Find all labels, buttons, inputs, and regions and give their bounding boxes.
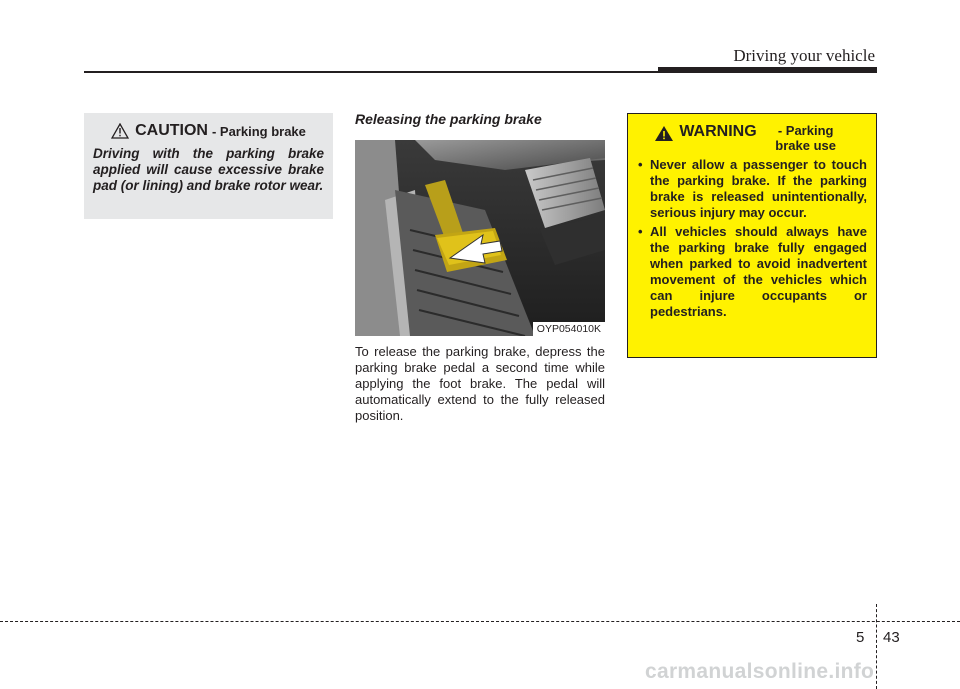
warning-item: • All vehicles should always have the parking brake fully engaged when parked to avoid inadvertent movement of the vehicles which can injure occupants or pedestrians. — [638, 224, 867, 319]
bullet-icon: • — [638, 157, 643, 172]
footer-divider — [876, 604, 877, 689]
footer-rule — [0, 621, 960, 622]
warning-label: WARNING — [679, 123, 757, 140]
caution-box — [84, 113, 333, 219]
warning-title — [638, 123, 867, 153]
bullet-icon: • — [638, 224, 643, 239]
caution-title — [93, 122, 324, 140]
parking-brake-pedal-illustration — [355, 140, 605, 336]
warning-box — [627, 113, 877, 358]
header-rule — [84, 71, 660, 73]
parking-brake-photo — [355, 140, 605, 336]
section-heading: Releasing the parking brake — [355, 111, 542, 127]
warning-item: • Never allow a passenger to touch the parking brake. If the parking brake is released unintentionally, serious injury may occur. — [638, 157, 867, 220]
caution-triangle-icon — [111, 123, 129, 139]
page-number: 43 — [883, 629, 900, 646]
warning-subtitle: - Parking brake use — [775, 123, 836, 153]
header-title: Driving your vehicle — [733, 46, 875, 65]
image-code: OYP054010K — [533, 322, 605, 336]
warning-list — [638, 157, 867, 320]
warning-triangle-icon — [654, 125, 674, 142]
caution-subtitle: - Parking brake — [211, 123, 306, 139]
body-text: To release the parking brake, depress the parking brake pedal a second time while applying the foot brake. The pedal will automatically extend to the fully released position. — [355, 344, 605, 423]
header-rule-thick — [658, 67, 877, 73]
caution-text: Driving with the parking brake applied will cause excessive brake pad (or lining) and brake rotor wear. — [93, 146, 324, 193]
watermark: carmanualsonline.info — [645, 660, 875, 683]
caution-label: CAUTION — [135, 122, 208, 139]
chapter-number: 5 — [856, 629, 865, 646]
